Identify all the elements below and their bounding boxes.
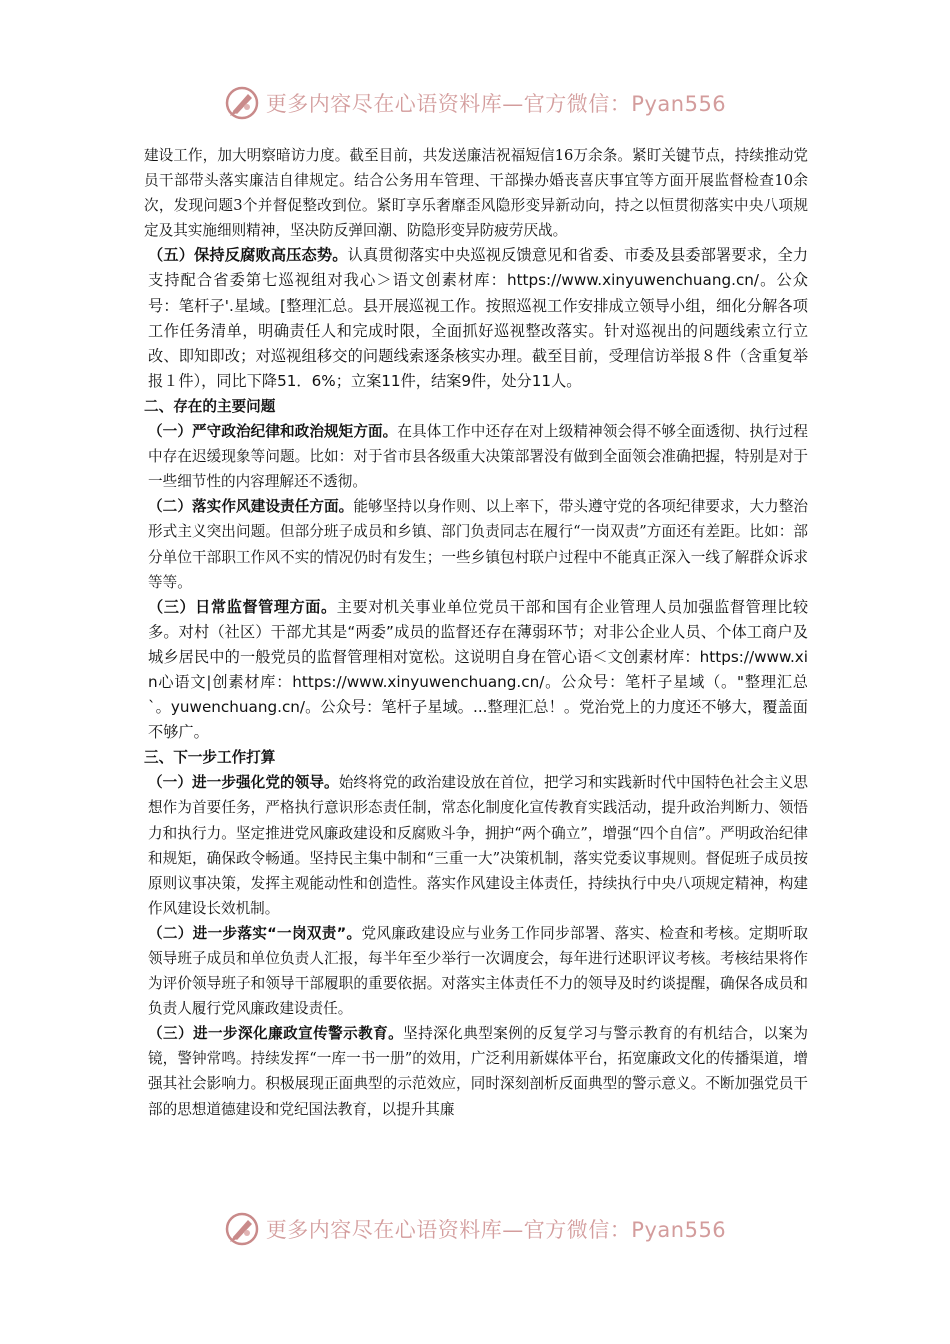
subheading-2-1: （一）严守政治纪律和政治规矩方面。 xyxy=(148,423,398,441)
paragraph-2 xyxy=(144,243,808,394)
chapter-heading-2: 二、存在的主要问题 xyxy=(144,397,276,415)
watermark-banner-top xyxy=(0,78,950,128)
subheading-3-2: （二）进一步落实“一岗双责”。 xyxy=(148,924,362,942)
paragraph-3-text: 在具体工作中还存在对上级精神领会得不够全面透彻、执行过程中存在迟缓现象等问题。比如：对于省市县各级重大决策部署没有做到全面领会准确把握，特别是对于一些细节性的内容理解还不透彻。 xyxy=(148,423,808,491)
section-heading-5: （五）保持反腐败高压态势。 xyxy=(148,246,348,265)
paragraph-6-text: 始终将党的政治建设放在首位，把学习和实践新时代中国特色社会主义思想作为首要任务，严格执行意识形态责任制，常态化制度化宣传教育实践活动，提升政治判断力、领悟力和执行力。坚定推进党风廉政建设和反腐败斗争，拥护“两个确立”，增强“四个自信”。严明政治纪律和规矩，确保政令畅通。坚持民主集中制和“三重一大”决策机制，落实党委议事规则。督促班子成员按原则议事决策，发挥主观能动性和创造性。落实作风建设主体责任，持续执行中央八项规定精神，构建作风建设长效机制。 xyxy=(148,774,808,917)
pen-nib-logo-icon xyxy=(224,85,260,121)
paragraph-1: 建设工作，加大明察暗访力度。截至目前，共发送廉洁祝福短信16万余条。紧盯关键节点，持续推动党员干部带头落实廉洁自律规定。结合公务用车管理、干部操办婚丧喜庆事宜等方面开展监督检查10余次，发现问题3个并督促整改到位。紧盯享乐奢靡歪风隐形变异新动向，持之以恒贯彻落实中央八项规定及其实施细则精神，坚决防反弹回潮、防隐形变异防疲劳厌战。 xyxy=(144,147,808,240)
subheading-2-2: （二）落实作风建设责任方面。 xyxy=(148,498,354,516)
paragraph-8-text: 坚持深化典型案例的反复学习与警示教育的有机结合，以案为镜，警钟常鸣。持续发挥“一库一书一册”的效用，广泛利用新媒体平台，拓宽廉政文化的传播渠道，增强其社会影响力。积极展现正面典型的示范效应，同时深刻剖析反面典型的警示意义。不断加强党员干部的思想道德建设和党纪国法教育，以提升其廉 xyxy=(148,1025,808,1118)
paragraph-6 xyxy=(144,770,808,921)
subheading-3-3: （三）进一步深化廉政宣传警示教育。 xyxy=(148,1025,404,1043)
subheading-2-3: （三）日常监督管理方面。 xyxy=(148,597,337,616)
watermark-text: 更多内容尽在心语资料库—官方微信：Pyan556 xyxy=(265,1218,727,1242)
paragraph-5 xyxy=(144,595,808,746)
paragraph-3 xyxy=(144,419,808,494)
watermark-banner-bottom xyxy=(0,1204,950,1254)
paragraph-7-text: 党风廉政建设应与业务工作同步部署、落实、检查和考核。定期听取领导班子成员和单位负责人汇报，每半年至少举行一次调度会，每年进行述职评议考核。考核结果将作为评价领导班子和领导干部履职的重要依据。对落实主体责任不力的领导及时约谈提醒，确保各成员和负责人履行党风廉政建设责任。 xyxy=(148,924,808,1018)
paragraph-7 xyxy=(144,921,808,1021)
document-body xyxy=(144,143,808,1122)
paragraph-2-text: 认真贯彻落实中央巡视反馈意见和省委、市委及县委部署要求，全力支持配合省委第七巡视组对我心＞语文创素材库：https://www.xinyuwenchuang.cn/。公众号：笔杆子'.星域。[整理汇总。县开展巡视工作。按照巡视工作安排成立领导小组，细化分解各项工作任务清单，明确责任人和完成时限，全面抓好巡视整改落实。针对巡视出的问题线索立行立改、即知即改；对巡视组移交的问题线索逐条核实办理。截至目前，受理信访举报８件（含重复举报１件），同比下降51．6%；立案11件，结案9件，处分11人。 xyxy=(148,246,809,390)
paragraph-5-text: 主要对机关事业单位党员干部和国有企业管理人员加强监督管理比较多。对村（社区）干部尤其是“两委”成员的监督还存在薄弱环节；对非公企业人员、个体工商户及城乡居民中的一般党员的监督管理相对宽松。这说明自身在管心语＜文创素材库：https://www.xin心语文|创素材库：https://www.xinyuwenchuang.cn/。公众号：笔杆子星域（。"整理汇总`。yuwenchuang.cn/。公众号：笔杆子星域。...整理汇总！。党治党上的力度还不够大，覆盖面不够广。 xyxy=(148,597,809,742)
paragraph-8 xyxy=(144,1021,808,1121)
paragraph-4 xyxy=(144,494,808,594)
pen-nib-logo-icon xyxy=(224,1211,260,1247)
paragraph-4-text: 能够坚持以身作则、以上率下，带头遵守党的各项纪律要求，大力整治形式主义突出问题。但部分班子成员和乡镇、部门负责同志在履行“一岗双责”方面还有差距。比如：部分单位干部职工作风不实的情况仍时有发生；一些乡镇包村联户过程中不能真正深入一线了解群众诉求等等。 xyxy=(148,498,808,591)
subheading-3-1: （一）进一步强化党的领导。 xyxy=(148,774,339,792)
chapter-heading-3: 三、下一步工作打算 xyxy=(144,749,276,767)
watermark-text: 更多内容尽在心语资料库—官方微信：Pyan556 xyxy=(265,92,727,116)
